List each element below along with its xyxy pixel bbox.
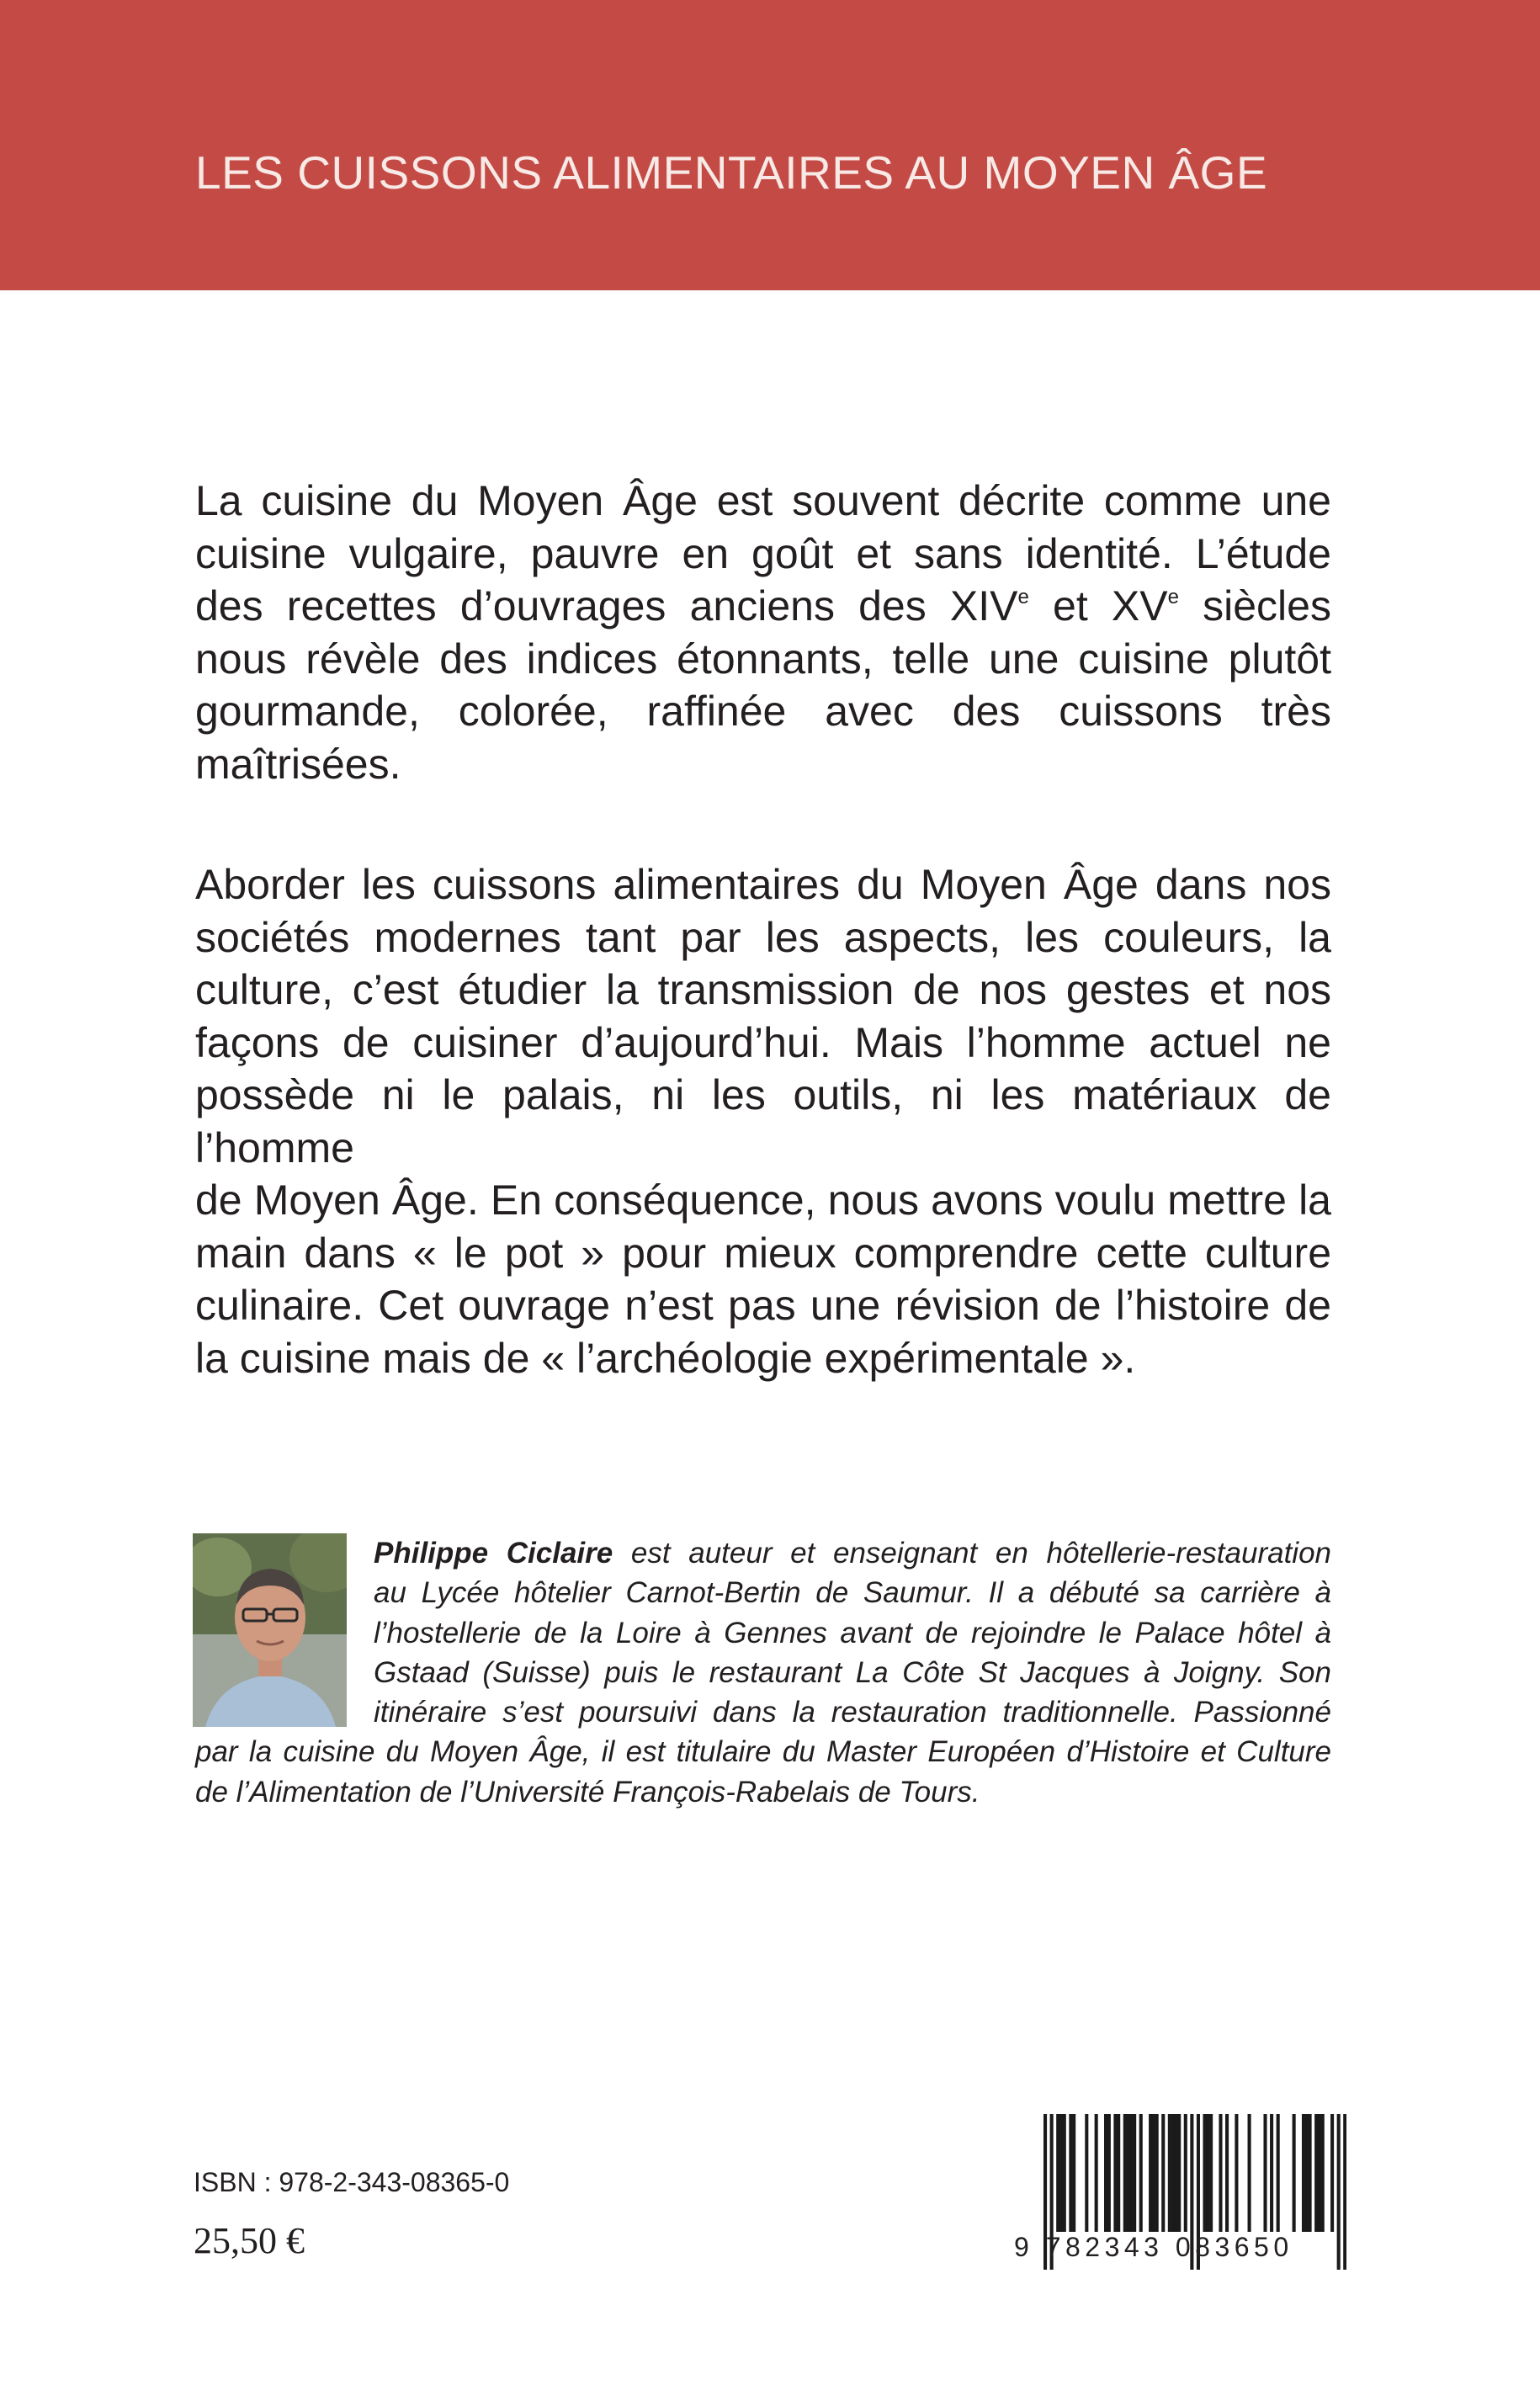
- barcode-bar: [1113, 2114, 1117, 2232]
- blurb-line: de Moyen Âge. En conséquence, nous avons voulu mettre la: [195, 1177, 1331, 1224]
- barcode-bar: [1095, 2114, 1098, 2232]
- barcode-bar: [1139, 2114, 1143, 2232]
- barcode-bar: [1206, 2114, 1209, 2232]
- barcode-bar: [1321, 2114, 1325, 2232]
- blurb-line: Aborder les cuissons alimentaires du Moyen Âge dans nos: [195, 861, 1331, 908]
- barcode-bar: [1085, 2114, 1088, 2232]
- blurb-line: [195, 580, 1331, 633]
- barcode-bar: [1133, 2114, 1136, 2232]
- blurb-line: culture, c’est étudier la transmission de nos gestes et nos: [195, 966, 1331, 1013]
- blurb-line: La cuisine du Moyen Âge est souvent décrite comme une: [195, 477, 1331, 524]
- barcode-bar: [1330, 2114, 1334, 2232]
- cover-header-band: [0, 0, 1540, 290]
- barcode-bar: [1149, 2114, 1152, 2232]
- barcode-bar: [1277, 2114, 1280, 2232]
- book-title: LES CUISSONS ALIMENTAIRES AU MOYEN ÂGE: [195, 146, 1268, 199]
- author-bio: [195, 1533, 1331, 1812]
- blurb-line: gourmande, colorée, raffinée avec des cuissons très: [195, 688, 1331, 735]
- barcode-bar: [1184, 2114, 1187, 2232]
- barcode-bar: [1225, 2114, 1229, 2232]
- barcode-bar: [1203, 2114, 1206, 2232]
- barcode-bar: [1056, 2114, 1059, 2232]
- barcode-bar: [1117, 2114, 1120, 2232]
- barcode-bar: [1314, 2114, 1318, 2232]
- barcode-bar: [1063, 2114, 1066, 2232]
- blurb-paragraph-1: [195, 475, 1331, 790]
- barcode-bar: [1129, 2114, 1133, 2232]
- blurb-line: possède ni le palais, ni les outils, ni les matériaux de l’homme: [195, 1071, 1331, 1171]
- isbn: ISBN : 978-2-343-08365-0: [194, 2167, 510, 2197]
- blurb-line: main dans « le pot » pour mieux comprendre cette culture: [195, 1229, 1331, 1277]
- barcode-bar: [1270, 2114, 1273, 2232]
- blurb-line: la cuisine mais de « l’archéologie expérimentale ».: [195, 1334, 1136, 1382]
- bio-line: [195, 1533, 1331, 1573]
- blurb-text: et XV: [1028, 582, 1168, 629]
- barcode-bar: [1293, 2114, 1296, 2232]
- barcode-bar: [1235, 2114, 1238, 2232]
- author-photo: [193, 1533, 347, 1727]
- price: 25,50 €: [194, 2220, 305, 2261]
- bio-line: de l’Alimentation de l’Université François-Rabelais de Tours.: [195, 1775, 980, 1809]
- barcode-bar: [1059, 2114, 1063, 2232]
- bio-line: l’hostellerie de la Loire à Gennes avant de rejoindre le Palace hôtel à: [374, 1616, 1331, 1649]
- blurb-line: sociétés modernes tant par les aspects, les couleurs, la: [195, 913, 1331, 961]
- blurb-line: façons de cuisiner d’aujourd’hui. Mais l’homme actuel ne: [195, 1018, 1331, 1066]
- blurb-text: des recettes d’ouvrages anciens des XIV: [195, 582, 1018, 629]
- barcode-bar: [1318, 2114, 1321, 2232]
- bio-line: au Lycée hôtelier Carnot-Bertin de Saumur. Il a débuté sa carrière à: [374, 1576, 1331, 1610]
- barcode-bar: [1219, 2114, 1222, 2232]
- author-name: Philippe Ciclaire: [374, 1537, 613, 1570]
- bio-line: Gstaad (Suisse) puis le restaurant La Côte St Jacques à Joigny. Son: [374, 1655, 1331, 1689]
- barcode-bar: [1309, 2114, 1312, 2232]
- barcode-digits: 9 782343 083650: [1014, 2232, 1293, 2262]
- barcode-bar: [1174, 2114, 1177, 2232]
- barcode-bar: [1209, 2114, 1213, 2232]
- barcode-bar: [1305, 2114, 1309, 2232]
- blurb-paragraph-2: [195, 858, 1331, 1384]
- barcode-bar: [1161, 2114, 1165, 2232]
- barcode-bar: [1302, 2114, 1305, 2232]
- blurb-line: cuisine vulgaire, pauvre en goût et sans identité. L’étude: [195, 529, 1331, 577]
- barcode-bar: [1171, 2114, 1175, 2232]
- barcode-bar: [1263, 2114, 1267, 2232]
- blurb-line: nous révèle des indices étonnants, telle une cuisine plutôt: [195, 635, 1331, 683]
- barcode-bar: [1123, 2114, 1127, 2232]
- barcode-bar: [1168, 2114, 1171, 2232]
- blurb-text: siècles: [1178, 582, 1331, 629]
- barcode-bar: [1177, 2114, 1181, 2232]
- blurb-line: culinaire. Cet ouvrage n’est pas une révision de l’histoire de: [195, 1282, 1331, 1329]
- barcode-bar: [1072, 2114, 1075, 2232]
- bio-line: itinéraire s’est poursuivi dans la restauration traditionnelle. Passionné: [374, 1696, 1331, 1729]
- bio-line: par la cuisine du Moyen Âge, il est titulaire du Master Européen d’Histoire et Culture: [195, 1735, 1331, 1769]
- superscript: e: [1167, 586, 1179, 608]
- barcode-bar: [1127, 2114, 1130, 2232]
- superscript: e: [1017, 586, 1029, 608]
- barcode-bar: [1248, 2114, 1251, 2232]
- bio-text: est auteur et enseignant en hôtellerie-restauration: [613, 1537, 1332, 1570]
- barcode-bar: [1104, 2114, 1107, 2232]
- barcode-bar: [1107, 2114, 1111, 2232]
- barcode-bar: [1155, 2114, 1159, 2232]
- blurb-line: maîtrisées.: [195, 740, 401, 788]
- barcode-bar: [1069, 2114, 1072, 2232]
- barcode-bar: [1152, 2114, 1155, 2232]
